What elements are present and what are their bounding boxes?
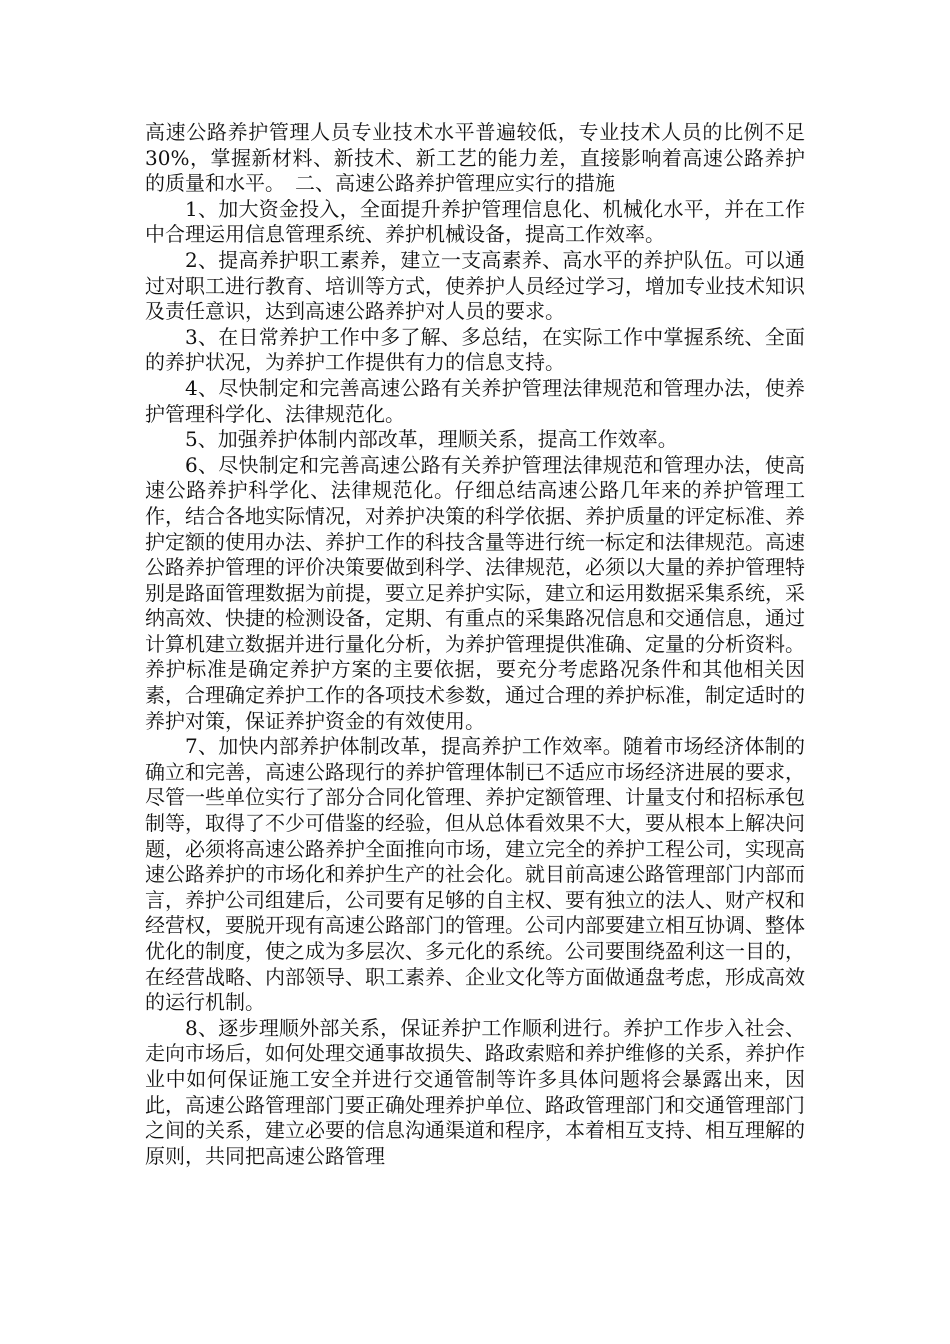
paragraph-measure-3: 3、在日常养护工作中多了解、多总结，在实际工作中掌握系统、全面的养护状况，为养护工作提供有力的信息支持。 bbox=[145, 324, 805, 375]
paragraph-measure-5: 5、加强养护体制内部改革，理顺关系，提高工作效率。 bbox=[185, 427, 678, 452]
document-page bbox=[145, 120, 805, 1169]
paragraph-measure-7: 7、加快内部养护体制改革，提高养护工作效率。随着市场经济体制的确立和完善，高速公路现行的养护管理体制已不适应市场经济进展的要求，尽管一些单位实行了部分合同化管理、养护定额管理、计量支付和招标承包制等，取得了不少可借鉴的经验，但从总体看效果不大，要从根本上解决问题，必须将高速公路养护全面推向市场，建立完全的养护工程公司，实现高速公路养护的市场化和养护生产的社会化。就目前高速公路管理部门内部而言，养护公司组建后，公司要有足够的自主权、要有独立的法人、财产权和经营权，要脱开现有高速公路部门的管理。公司内部要建立相互协调、整体优化的制度，使之成为多层次、多元化的系统。公司要围绕盈利这一目的，在经营战略、内部领导、职工素养、企业文化等方面做通盘考虑，形成高效的运行机制。 bbox=[145, 734, 805, 1015]
paragraph-measure-2: 2、提高养护职工素养，建立一支高素养、高水平的养护队伍。可以通过对职工进行教育、培训等方式，使养护人员经过学习，增加专业技术知识及责任意识，达到高速公路养护对人员的要求。 bbox=[145, 247, 805, 324]
paragraph-measure-6: 6、尽快制定和完善高速公路有关养护管理法律规范和管理办法，使高速公路养护科学化、法律规范化。仔细总结高速公路几年来的养护管理工作，结合各地实际情况，对养护决策的科学依据、养护质量的评定标准、养护定额的使用办法、养护工作的科技含量等进行统一标定和法律规范。高速公路养护管理的评价决策要做到科学、法律规范，必须以大量的养护管理特别是路面管理数据为前提，要立足养护实际，建立和运用数据采集系统，采纳高效、快捷的检测设备，定期、有重点的采集路况信息和交通信息，通过计算机建立数据并进行量化分析，为养护管理提供准确、定量的分析资料。养护标准是确定养护方案的主要依据，要充分考虑路况条件和其他相关因素，合理确定养护工作的各项技术参数，通过合理的养护标准，制定适时的养护对策，保证养护资金的有效使用。 bbox=[145, 452, 805, 733]
paragraph-measure-4: 4、尽快制定和完善高速公路有关养护管理法律规范和管理办法，使养护管理科学化、法律规范化。 bbox=[145, 375, 805, 426]
paragraph-measure-8: 8、逐步理顺外部关系，保证养护工作顺利进行。养护工作步入社会、走向市场后，如何处理交通事故损失、路政索赔和养护维修的关系，养护作业中如何保证施工安全并进行交通管制等许多具体问题将会暴露出来，因此，高速公路管理部门要正确处理养护单位、路政管理部门和交通管理部门之间的关系，建立必要的信息沟通渠道和程序，本着相互支持、相互理解的原则，共同把高速公路管理 bbox=[145, 1015, 805, 1168]
paragraph-measure-1: 1、加大资金投入，全面提升养护管理信息化、机械化水平，并在工作中合理运用信息管理系统、养护机械设备，提高工作效率。 bbox=[145, 196, 805, 247]
paragraph-intro: 高速公路养护管理人员专业技术水平普遍较低，专业技术人员的比例不足30%，掌握新材料、新技术、新工艺的能力差，直接影响着高速公路养护的质量和水平。 二、高速公路养护管理应实行的措施 bbox=[145, 120, 805, 196]
